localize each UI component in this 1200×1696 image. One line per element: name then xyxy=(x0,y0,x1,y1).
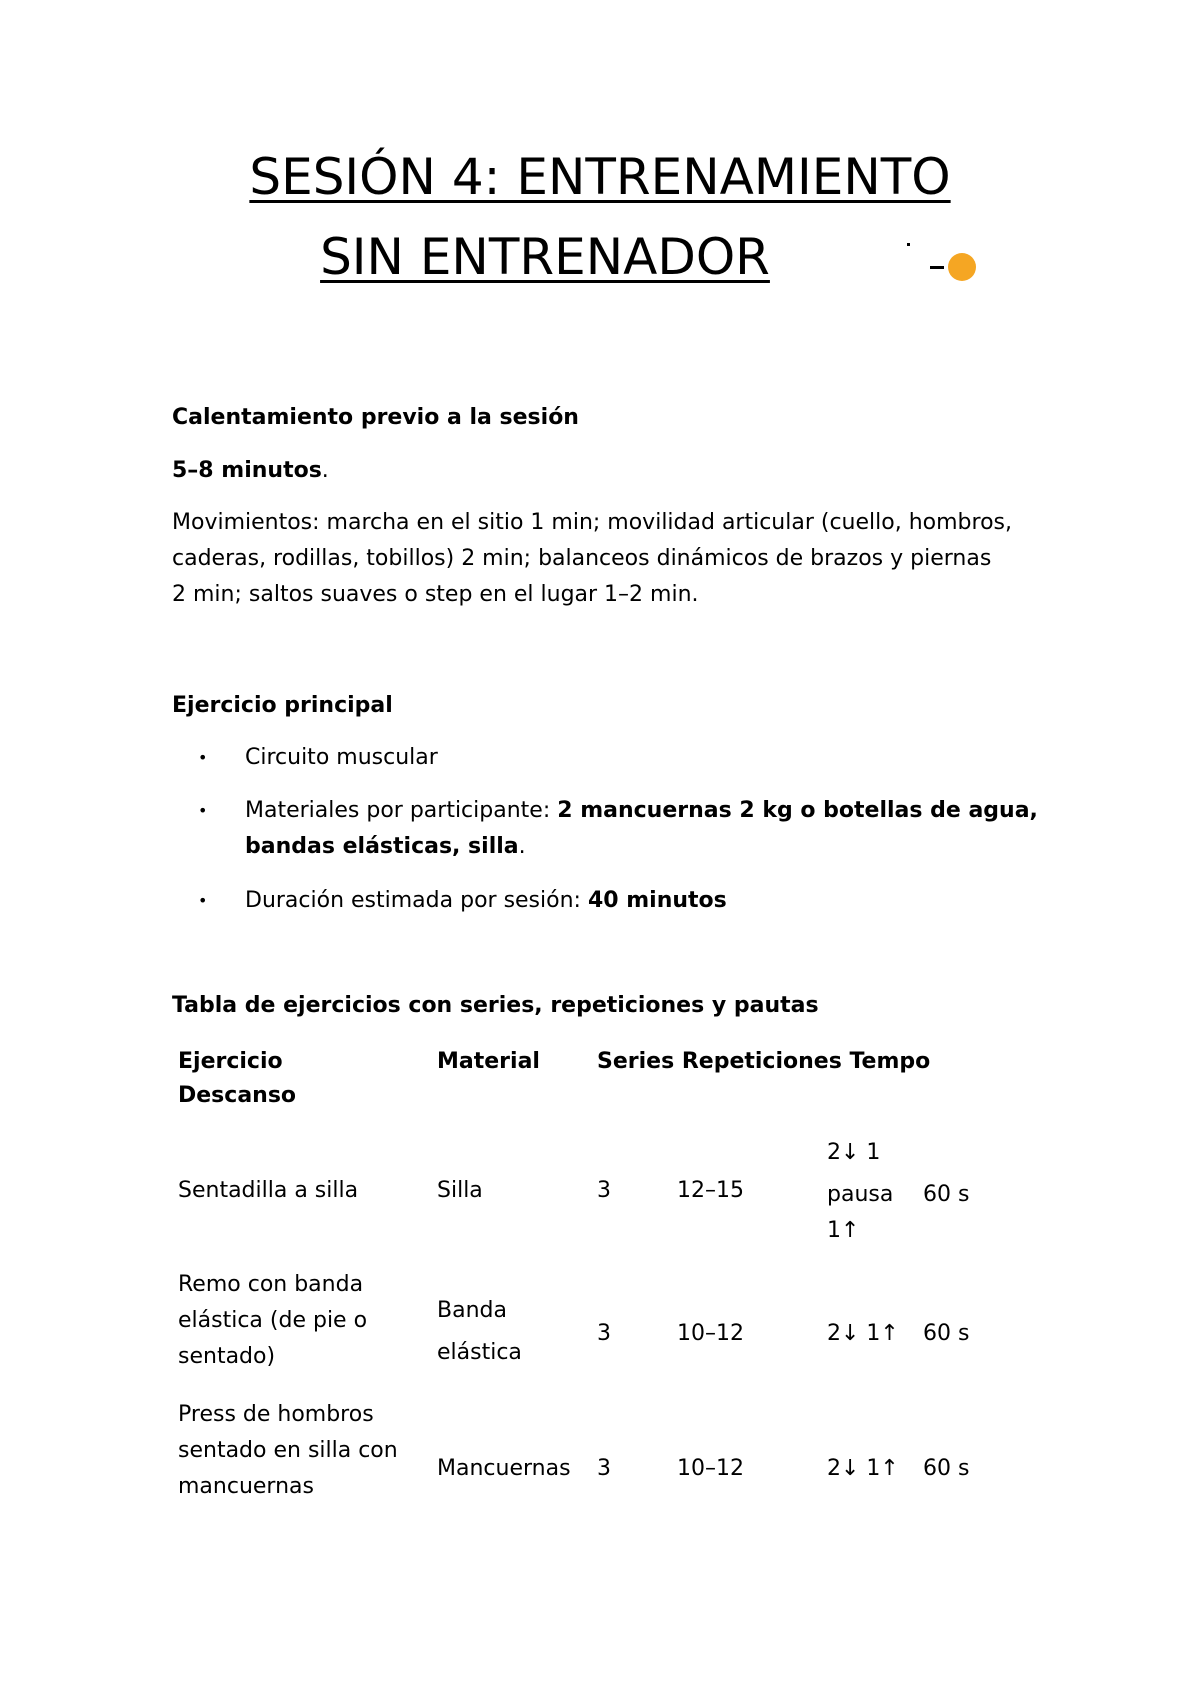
row3-series: 3 xyxy=(597,1456,611,1481)
row3-exercise-2: sentado en silla con xyxy=(178,1438,398,1463)
row1-series: 3 xyxy=(597,1178,611,1203)
row3-tempo: 2↓ 1↑ xyxy=(827,1456,899,1481)
header-series-reps-tempo: Series Repeticiones Tempo xyxy=(597,1049,931,1074)
row1-tempo-3: 1↑ xyxy=(827,1218,860,1243)
table-heading: Tabla de ejercicios con series, repeticiones y pautas xyxy=(172,993,819,1018)
row1-rest: 60 s xyxy=(923,1182,970,1207)
warmup-movements-line2: caderas, rodillas, tobillos) 2 min; balanceos dinámicos de brazos y piernas xyxy=(172,546,992,571)
row2-exercise-2: elástica (de pie o xyxy=(178,1308,368,1333)
sun-icon xyxy=(948,253,976,281)
header-material: Material xyxy=(437,1049,540,1074)
sun-ray xyxy=(930,266,944,269)
row3-rest: 60 s xyxy=(923,1456,970,1481)
materials-tail: . xyxy=(518,834,526,859)
duration-value: 40 minutos xyxy=(587,888,727,913)
row1-material: Silla xyxy=(437,1178,483,1203)
row2-series: 3 xyxy=(597,1321,611,1346)
row2-tempo: 2↓ 1↑ xyxy=(827,1321,899,1346)
main-exercise-heading: Ejercicio principal xyxy=(172,693,393,718)
title-underline-spacer xyxy=(770,228,880,286)
row1-exercise: Sentadilla a silla xyxy=(178,1178,359,1203)
sun-speck xyxy=(907,243,910,246)
list-item-text xyxy=(245,883,1065,919)
row3-reps: 10–12 xyxy=(677,1456,744,1481)
bullet-icon: • xyxy=(198,891,208,910)
row1-tempo-2: pausa xyxy=(827,1182,894,1207)
page-title-line1: SESIÓN 4: ENTRENAMIENTO xyxy=(249,148,951,206)
row2-reps: 10–12 xyxy=(677,1321,744,1346)
row2-material-2: elástica xyxy=(437,1340,522,1365)
warmup-duration-tail: . xyxy=(321,458,329,483)
materials-value-2: bandas elásticas, silla xyxy=(245,834,519,859)
row3-exercise-1: Press de hombros xyxy=(178,1402,374,1427)
page-title-line2 xyxy=(150,228,1050,286)
warmup-duration-value: 5–8 minutos xyxy=(172,458,322,483)
row1-reps: 12–15 xyxy=(677,1178,744,1203)
list-item-text: Circuito muscular xyxy=(245,745,438,770)
header-descanso: Descanso xyxy=(178,1083,297,1108)
row3-exercise-3: mancuernas xyxy=(178,1474,314,1499)
row2-exercise-3: sentado) xyxy=(178,1344,276,1369)
warmup-movements-line3: 2 min; saltos suaves o step en el lugar 1–2 min. xyxy=(172,582,699,607)
materials-value-1: 2 mancuernas 2 kg o botellas de agua, xyxy=(557,798,1038,823)
bullet-icon: • xyxy=(198,748,208,767)
page-title-line2-text: SIN ENTRENADOR xyxy=(320,228,770,286)
bullet-icon: • xyxy=(198,801,208,820)
row3-material: Mancuernas xyxy=(437,1456,571,1481)
row2-material-1: Banda xyxy=(437,1298,507,1323)
row2-exercise-1: Remo con banda xyxy=(178,1272,364,1297)
row2-rest: 60 s xyxy=(923,1321,970,1346)
materials-label: Materiales por participante: xyxy=(245,798,558,823)
list-item-text xyxy=(245,793,1065,865)
duration-label: Duración estimada por sesión: xyxy=(245,888,588,913)
warmup-duration xyxy=(172,453,329,489)
header-ejercicio: Ejercicio xyxy=(178,1049,283,1074)
warmup-movements-line1: Movimientos: marcha en el sitio 1 min; movilidad articular (cuello, hombros, xyxy=(172,510,1012,535)
row1-tempo-1: 2↓ 1 xyxy=(827,1140,881,1165)
warmup-heading: Calentamiento previo a la sesión xyxy=(172,405,579,430)
